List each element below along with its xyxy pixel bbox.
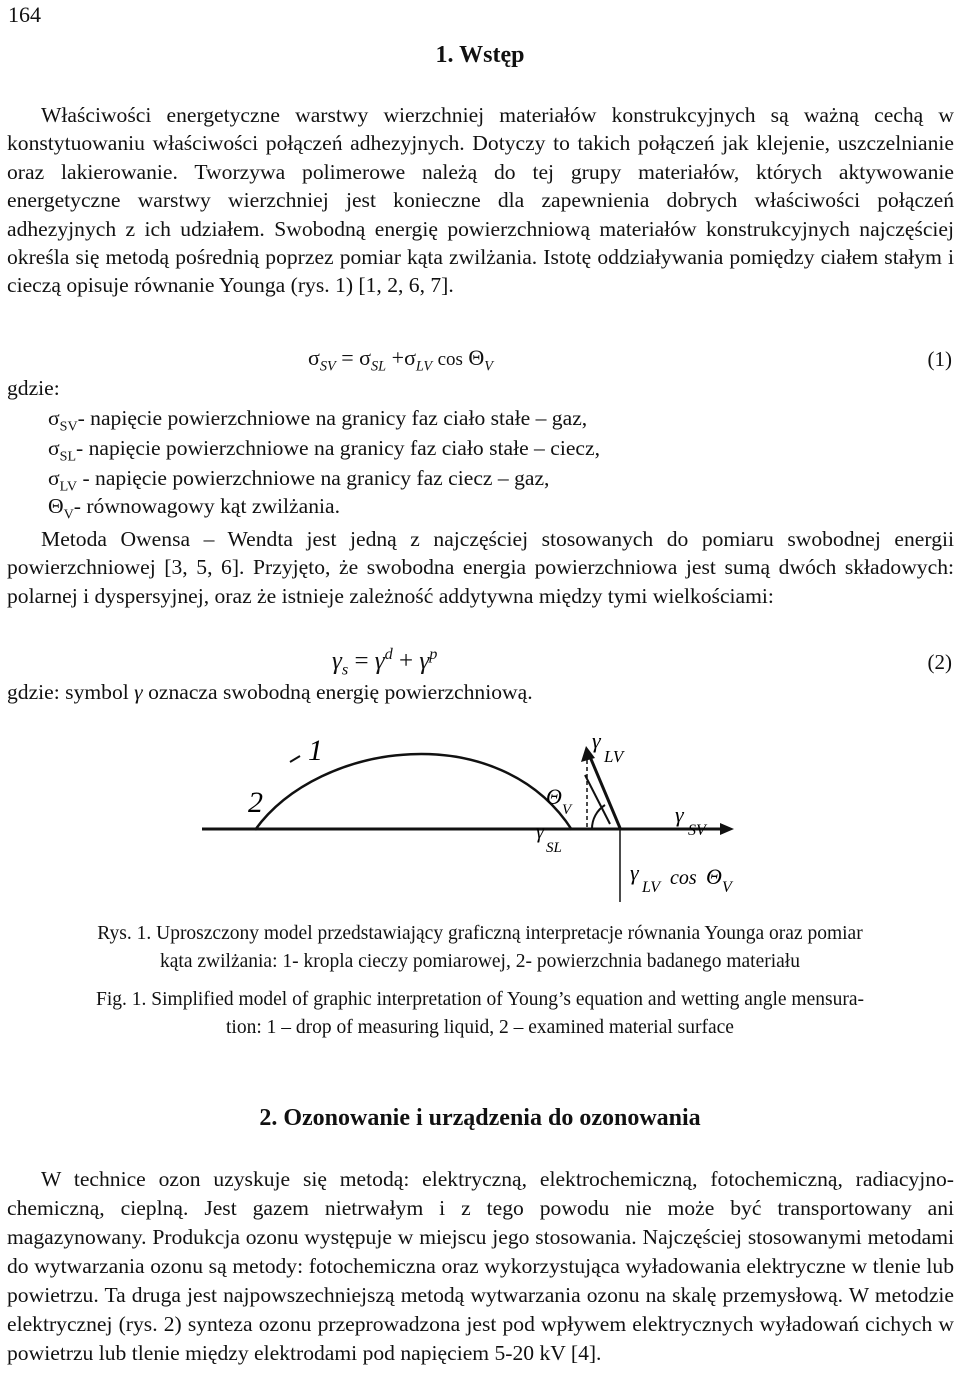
definition-theta-v: $\Theta_V-$ równowagowy kąt zwilżania. bbox=[48, 494, 340, 523]
gamma-sl-subscript: SL bbox=[546, 840, 562, 856]
where-label: gdzie: bbox=[7, 376, 60, 400]
projection-theta: Θ bbox=[706, 864, 722, 889]
caption-pl bbox=[0, 920, 960, 976]
caption-pl-line-1: Rys. 1. Uproszczony model przedstawiający graficzną interpretacje równania Younga oraz pomiar bbox=[97, 923, 863, 944]
gamma-sv-symbol: γ bbox=[675, 802, 684, 827]
label-1: 1 bbox=[308, 734, 323, 767]
gamma-sv-subscript: SV bbox=[688, 822, 706, 839]
caption-en-line-2: tion: 1 – drop of measuring liquid, 2 – examined material surface bbox=[226, 1017, 734, 1038]
caption-pl-line-2: kąta zwilżania: 1- kropla cieczy pomiarowej, 2- powierzchnia badanego materiału bbox=[160, 951, 800, 972]
young-equation: $\sigma_{SV} = \sigma_{SL} +\sigma_{LV}$ $\cos \Theta_V$ bbox=[308, 345, 494, 375]
section-1-paragraph-2: Metoda Owensa – Wendta jest jedną z najczęściej stosowanych do pomiaru swobodnej energii powierzchniowej [3, 5, 6]. Przyjęto, że swobodna energia powierzchniowa jest sumą dwóch składowych: polarnej i dyspersyjnej, oraz że istnieje zależność addytywna między tymi wielkościami: bbox=[7, 527, 954, 608]
definition-sigma-lv: $\sigma_{LV}$ - napięcie powierzchniowe na granicy faz ciecz – gaz, bbox=[48, 466, 550, 495]
drop-outline bbox=[255, 754, 572, 830]
definition-sigma-sv: $\sigma_{SV}-$ napięcie powierzchniowe na granicy faz ciało stałe – gaz, bbox=[48, 406, 588, 435]
projection-gamma-symbol: γ bbox=[630, 860, 639, 885]
equation-1-number: (1) bbox=[927, 347, 952, 371]
definition-sigma-sl: $\sigma_{SL}-$ napięcie powierzchniowe na granicy faz ciało stałe – ciecz, bbox=[48, 436, 600, 465]
projection-cos: cos bbox=[670, 867, 697, 889]
gamma-sv-arrowhead bbox=[720, 823, 734, 835]
section-1-paragraph-1: Właściwości energetyczne warstwy wierzchniej materiałów konstrukcyjnych są ważną cechą w konstytuowaniu właściwości połączeń adhezyjnych. Dotyczy to takich połączeń jak klejenie, uszczelnianie oraz lakierowanie. Tworzywa polimerowe należą do tej grupy materiałów, których aktywowanie energetyczne warstwy wierzchniej jest konieczne dla zapewnienia dobrych właściwości połączeń adhezyjnych z ich udziałem. Swobodną energię powierzchniową materiałów konstrukcyjnych najczęściej określa się metodą pośrednią poprzez pomiar kąta zwilżania. Istotę oddziaływania pomiędzy ciałem stałym i cieczą opisuje równanie Younga (rys. 1) [1, 2, 6, 7]. bbox=[7, 103, 954, 298]
projection-gamma-subscript: LV bbox=[642, 879, 661, 896]
where-2-line: gdzie: symbol γ oznacza swobodną energię powierzchniową. bbox=[7, 680, 533, 704]
tangent-stroke bbox=[585, 775, 610, 824]
theta-subscript: V bbox=[562, 802, 572, 818]
gamma-lv-symbol: γ bbox=[592, 728, 601, 753]
section-1-title: 1. Wstęp bbox=[435, 42, 525, 68]
theta-symbol: Θ bbox=[546, 784, 562, 809]
section-2-title: 2. Ozonowanie i urządzenia do ozonowania bbox=[259, 1105, 701, 1131]
owens-wendt-equation: $\gamma_s = \gamma^d + \gamma^p$ bbox=[332, 645, 438, 679]
label-2: 2 bbox=[248, 786, 263, 819]
caption-en bbox=[0, 986, 960, 1042]
gamma-sl-symbol: γ bbox=[536, 821, 544, 843]
label-1-stroke bbox=[290, 756, 300, 762]
caption-en-line-1: Fig. 1. Simplified model of graphic interpretation of Young’s equation and wetting angle mensura- bbox=[96, 989, 864, 1010]
section-2-paragraph-1: W technice ozon uzyskuje się metodą: elektryczną, elektrochemiczną, fotochemiczną, radiacyjno-chemiczną, cieplną. Jest gazem nietrwałym i z tego powodu nie może być transportowany ani magazynowany. Produkcja ozonu występuje w miejscu jego stosowania. Najczęściej stosowanymi metodami do wytwarzania ozonu są metody: fotochemiczna oraz wykorzystująca wyładowania elektryczne w tlenie lub powietrzu. Ta druga jest najpowszechniejszą metodą wytwarzania ozonu na skalę przemysłową. W metodzie elektrycznej (rys. 2) synteza ozonu przeprowadzona jest pod wpływem elektrycznych wyładowań cichych w powietrzu lub tlenie między elektrodami pod napięciem 5-20 kV [4]. bbox=[7, 1167, 954, 1365]
equation-2-number: (2) bbox=[927, 650, 952, 674]
gamma-lv-subscript: LV bbox=[604, 747, 624, 766]
page-number: 164 bbox=[8, 2, 41, 27]
young-equation-figure bbox=[200, 720, 760, 910]
projection-theta-subscript: V bbox=[722, 879, 732, 896]
